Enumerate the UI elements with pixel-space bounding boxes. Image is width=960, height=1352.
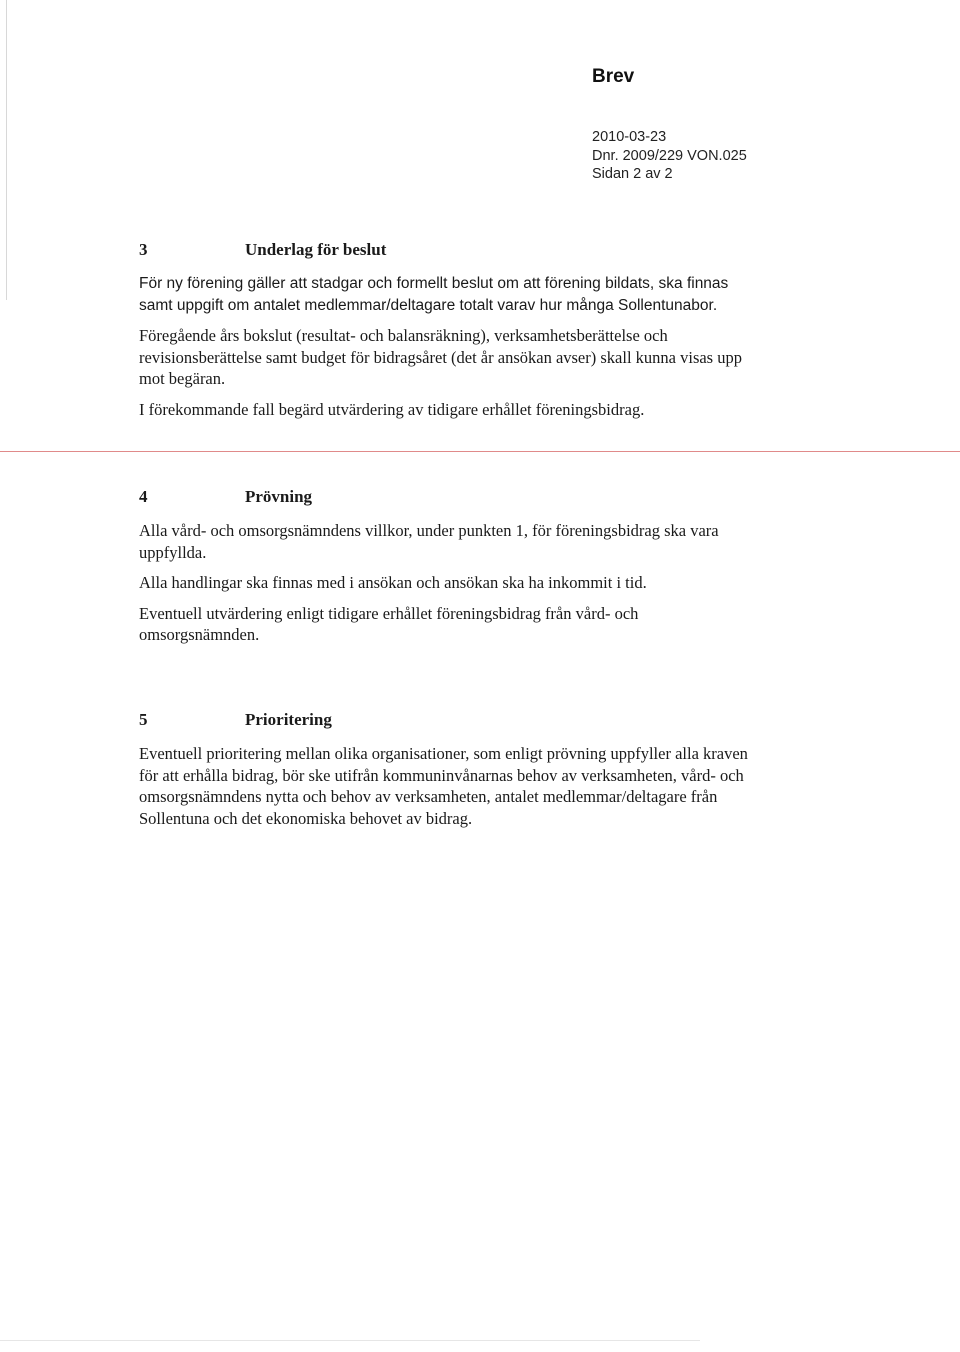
paragraph: I förekommande fall begärd utvärdering av tidigare erhållet föreningsbidrag. <box>139 399 645 419</box>
paragraph: För ny förening gäller att stadgar och formellt beslut om att förening bildats, ska finnas samt uppgift om antalet medlemmar/deltagare totalt varav hur många Sollentunabor. <box>139 275 729 314</box>
section-heading <box>139 487 759 511</box>
section-title: Prioritering <box>245 710 332 729</box>
paragraph: Alla handlingar ska finnas med i ansökan och ansökan ska ha inkommit i tid. <box>139 573 647 592</box>
scan-edge-line <box>6 0 7 300</box>
section-number: 3 <box>139 240 148 259</box>
paragraph: Eventuell utvärdering enligt tidigare erhållet föreningsbidrag från vård- och omsorgsnämnden. <box>139 603 639 644</box>
section-heading <box>139 240 759 264</box>
document-date: 2010-03-23 <box>592 129 667 145</box>
paragraph: Eventuell prioritering mellan olika organisationer, som enligt prövning uppfyller alla kraven för att erhålla bidrag, bör ske utifrån kommuninvånarnas behov av verksamheten, vård- och omsorgsnämndens nytta och behov av verksamheten, antalet medlemmar/deltagare från Sollentuna och det ekonomiska behovet av bidrag. <box>139 744 748 828</box>
document-type-title: Brev <box>592 66 635 87</box>
section-number: 5 <box>139 710 148 729</box>
page-number: Sidan 2 av 2 <box>592 166 673 182</box>
section-number: 4 <box>139 487 148 506</box>
section-title: Prövning <box>245 487 313 506</box>
section-underlag <box>139 240 759 420</box>
section-provning <box>139 487 759 646</box>
bottom-edge-line <box>0 1340 700 1341</box>
section-heading <box>139 710 759 734</box>
revision-rule <box>0 451 960 452</box>
document-meta <box>592 128 747 184</box>
document-dnr: Dnr. 2009/229 VON.025 <box>592 147 747 164</box>
paragraph: Alla vård- och omsorgsnämndens villkor, under punkten 1, för föreningsbidrag ska vara uppfyllda. <box>139 521 719 562</box>
section-prioritering <box>139 710 759 829</box>
paragraph: Föregående års bokslut (resultat- och balansräkning), verksamhetsberättelse och revisionsberättelse samt budget för bidragsåret (det år ansökan avser) skall kunna visas upp mot begäran. <box>139 326 742 388</box>
section-title: Underlag för beslut <box>245 240 387 259</box>
